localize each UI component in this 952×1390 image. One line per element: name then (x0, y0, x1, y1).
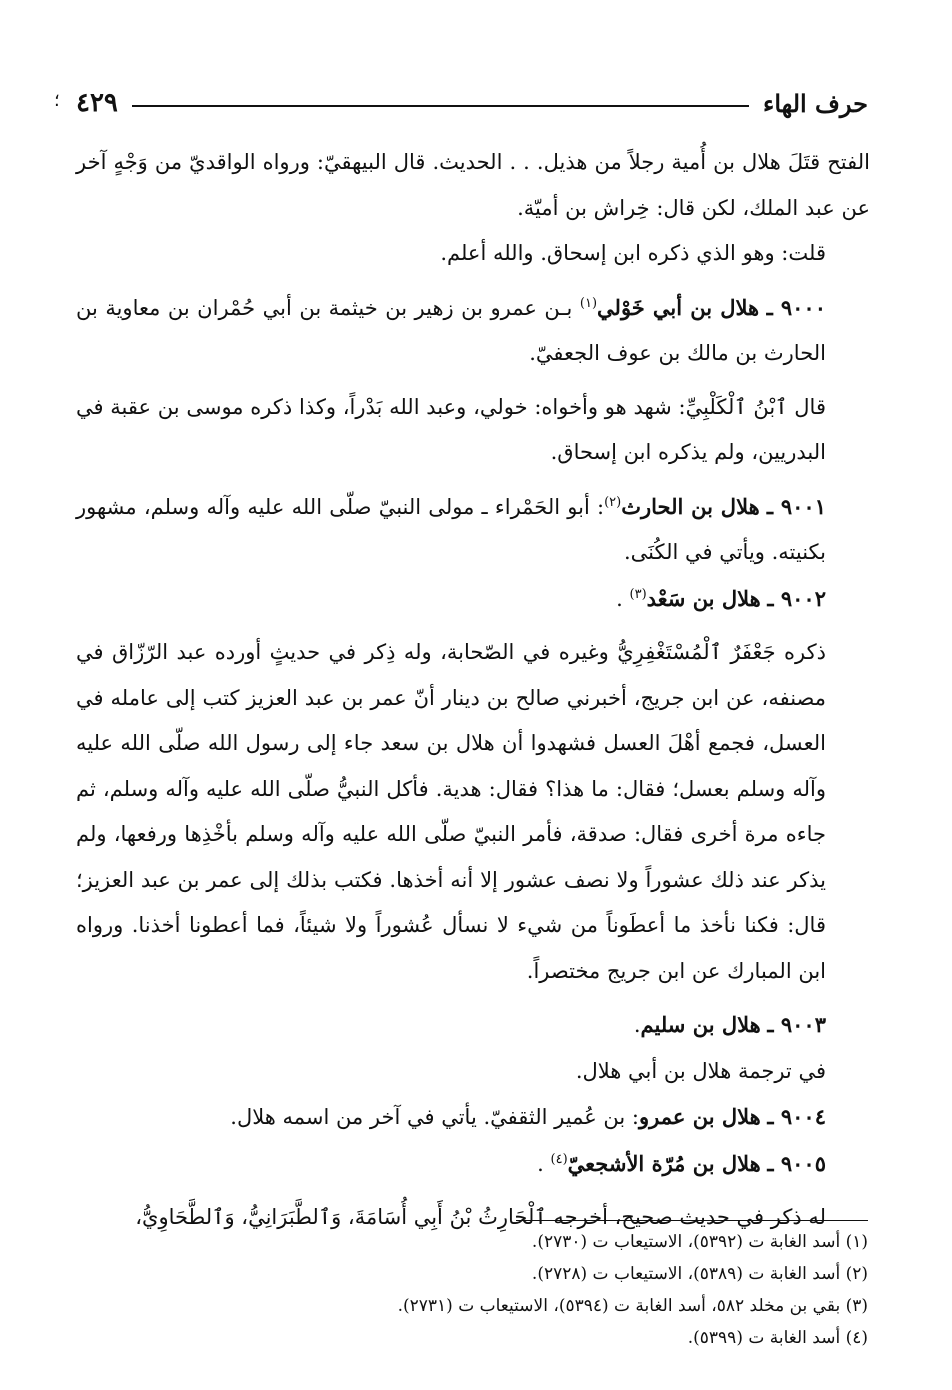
footnote-rule (516, 1220, 868, 1221)
footnote: (٢) أسد الغابة ت (٥٣٨٩)، الاستيعاب ت (٢٧٢٨). (531, 1264, 868, 1284)
entry-9003 (76, 1002, 870, 1049)
paragraph: قلت: وهو الذي ذكره ابن إسحاق. والله أعلم. (440, 241, 826, 265)
entry-number: ٩٠٠١ ـ (766, 493, 826, 519)
entry-text: . (633, 1013, 641, 1037)
entry-9002 (76, 576, 870, 623)
footnote: (١) أسد الغابة ت (٥٣٩٢)، الاستيعاب ت (٢٧٣٠). (531, 1232, 868, 1252)
entry-text: . (616, 586, 623, 611)
entry-text: : أبو الحَمْراء ـ مولى النبيّ صلّى الله عليه وآله وسلم، مشهور بكنيته. ويأتي في الكُنَى. (76, 494, 826, 564)
paragraph: الفتح قتَلَ هلال بن أُمية رجلاً من هذيل. . . الحديث. قال البيهقيّ: ورواه الواقديّ من وَجْهٍ آخر عن عبد الملك، لكن قال: خِراش بن أميّة. (76, 150, 870, 220)
footnote-ref[interactable]: (١) (579, 295, 598, 311)
entry-9000 (76, 285, 870, 377)
running-head (54, 86, 868, 120)
entry-text: بـن عمرو بن زهير بن خيثمة بن أبي حُمْران بن معاوية بن الحارث بن مالك بن عوف الجعفيّ. (76, 295, 826, 365)
entry-9005 (76, 1141, 870, 1188)
entry-number: ٩٠٠٤ ـ (767, 1104, 826, 1129)
page-number: ٤٢٩ (76, 88, 118, 118)
body-text (76, 140, 870, 1241)
footnote-ref[interactable]: (٣) (629, 586, 647, 602)
paragraph: قال ٱبْنُ ٱلْكَلْبِيِّ: شهد هو وأخواه: خولي، وعبد الله بَدْراً، وكذا ذكره موسى بن عقبة في البدريين، ولم يذكره ابن إسحاق. (76, 394, 826, 464)
entry-name: هلال بن سَعْد (646, 585, 761, 611)
footnote-ref[interactable]: (٤) (550, 1151, 568, 1167)
entry-text: . (537, 1151, 544, 1176)
entry-number: ٩٠٠٠ ـ (766, 294, 826, 320)
entry-number: ٩٠٠٢ ـ (767, 585, 826, 611)
entry-9004 (76, 1094, 870, 1141)
entry-name: هلال بن مُرّة الأشجعيّ (567, 1150, 761, 1176)
paragraph: ذكره جَعْفَرٌ ٱلْمُسْتَغْفِرِيُّ وغيره في الصّحابة، وله ذِكر في حديثٍ أورده عبد الرّزّاق في مصنفه، عن ابن جريج، أخبرني صالح بن دينار أنّ عمر بن عبد العزيز كتب إلى عامله في العسل، فجمع أهْلَ العسل فشهدوا أن هلال بن سعد جاء إلى رسول الله صلّى الله عليه وآله وسلم بعسل؛ فقال: ما هذا؟ فقال: هدية. فأكل النبيُّ صلّى الله عليه وآله وسلم، ثم جاءه مرة أخرى فقال: صدقة، فأمر النبيّ صلّى الله عليه وآله وسلم بأخْذِها ورفعها، ولم يذكر عند ذلك عشوراً ولا نصف عشور إلا أنه أخذها. فكتب بذلك إلى عمر بن عبد العزيز؛ قال: فكنا نأخذ ما أعطَوناً من شيء لا نسأل عُشوراً ولا شيئاً، فما أعطونا أخذنا. ورواه ابن المبارك عن ابن جريج مختصراً. (76, 640, 826, 983)
corner-mark: ؛ (54, 90, 60, 111)
entry-text: : بن عُمير الثقفيّ. يأتي في آخر من اسمه هلال. (230, 1105, 639, 1129)
footnote: (٤) أسد الغابة ت (٥٣٩٩). (687, 1328, 868, 1348)
entry-name: هلال بن عمرو (639, 1104, 761, 1129)
entry-number: ٩٠٠٥ ـ (767, 1150, 826, 1176)
entry-name: هلال بن الحارث (621, 493, 760, 519)
header-rule (132, 105, 749, 107)
section-title: حرف الهاء (763, 88, 868, 118)
entry-name: هلال بن سليم (640, 1012, 761, 1037)
paragraph: له ذكر في حديث صحيح، أخرجه ٱلْحَارِثُ بْنُ أَبِي أُسَامَةَ، وَٱلطَّبَرَانِيُّ، وَٱلطَّحَاوِيُّ، (135, 1205, 826, 1229)
entry-9001 (76, 484, 870, 576)
entry-number: ٩٠٠٣ ـ (767, 1012, 826, 1037)
footnote: (٣) بقي بن مخلد ٥٨٢، أسد الغابة ت (٥٣٩٤)، الاستيعاب ت (٢٧٣١). (397, 1296, 868, 1316)
paragraph: في ترجمة هلال بن أبي هلال. (575, 1058, 826, 1083)
entry-name: هلال بن أبي خَوْلي (597, 294, 760, 320)
footnote-ref[interactable]: (٢) (604, 494, 622, 510)
footnotes (76, 1226, 868, 1354)
